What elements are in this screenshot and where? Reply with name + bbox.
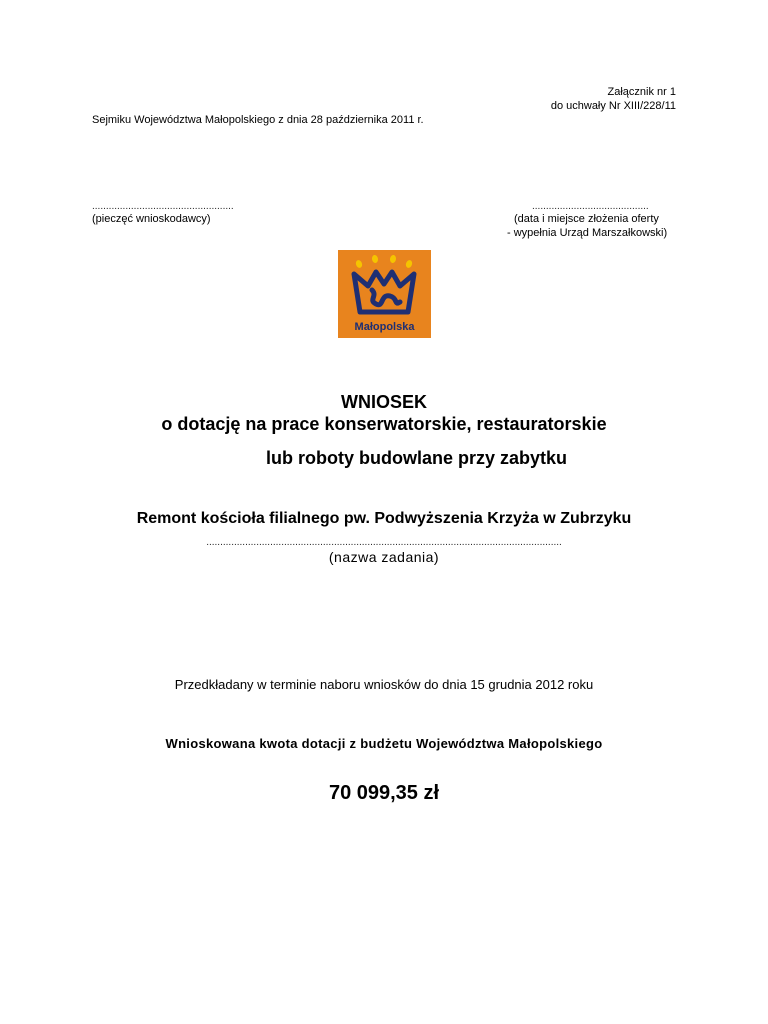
date-place-caption: (data i miejsce złożenia oferty (514, 213, 659, 225)
document-subtitle: o dotację na prace konserwatorskie, restauratorskie (161, 414, 607, 434)
resolution-number: do uchwały Nr XIII/228/11 (550, 100, 676, 112)
attachment-number: Załącznik nr 1 (607, 86, 676, 98)
task-name-caption: (nazwa zadania) (328, 549, 440, 565)
assembly-date: Sejmiku Województwa Małopolskiego z dnia 28 października 2011 r. (92, 114, 424, 126)
logo-text: Małopolska (354, 321, 415, 333)
office-note-caption: - wypełnia Urząd Marszałkowski) (507, 227, 668, 239)
date-place-dotted-line: .......................................... (532, 201, 649, 212)
document-title: WNIOSEK (340, 392, 427, 412)
malopolska-logo (338, 250, 431, 338)
submission-deadline: Przedkładany w terminie naboru wniosków do dnia 15 grudnia 2012 roku (174, 677, 594, 692)
task-name: Remont kościoła filialnego pw. Podwyższenia Krzyża w Zubrzyku (136, 510, 632, 527)
malopolska-emblem-icon (338, 250, 431, 338)
task-name-dotted-line: ................................................................................................................................ (206, 537, 562, 548)
requested-grant-label: Wnioskowana kwota dotacji z budżetu Województwa Małopolskiego (165, 736, 603, 751)
document-subtitle-continued: lub roboty budowlane przy zabytku (266, 448, 568, 468)
requested-grant-amount: 70 099,35 zł (328, 782, 440, 804)
stamp-caption: (pieczęć wnioskodawcy) (92, 213, 211, 225)
stamp-dotted-line: ................................................... (92, 201, 234, 212)
